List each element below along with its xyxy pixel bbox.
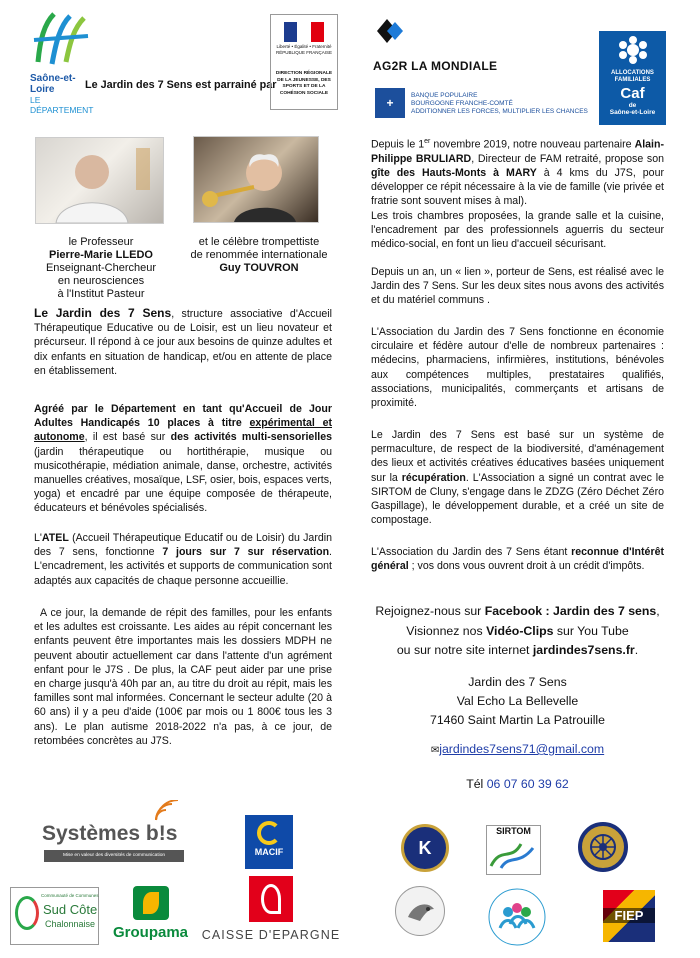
systemes-bis-sub: Mise en valeur des diversités de communication [44, 850, 184, 862]
right-para-1-d: à 4 kms du J7S, pour développer ce répit nécessaire à la vie de famille (vie privée et fratrie sont souvent mises à mal). [371, 166, 664, 208]
caf-flower-icon [616, 35, 650, 65]
left-para-2 [34, 402, 332, 516]
right-para-4-b: . L'Association a signé un contrat avec le SIRTOM de Cluny, s'engage dans le ZDZG (Zéro Déchet Zéro Gaspillage), le développement durable, et a créé un site de compostage. [371, 471, 665, 527]
caisse-epargne-logo [200, 876, 342, 948]
right-para-5-a: L'Association du Jardin des 7 Sens étant [371, 546, 568, 558]
ccsc-line1: Communauté de Communes [41, 893, 99, 898]
right-para-1-b: novembre 2019, notre nouveau partenaire [433, 138, 632, 151]
right-para-1-e: Les trois chambres proposées, la grande salle et la cuisine, l'encadrement par des professionnels aguerris du secteur médico-social, en font un lieu d'accueil sécurisant. [371, 209, 664, 250]
groupama-leaf-icon [133, 886, 169, 920]
ccsc-logo [10, 887, 99, 945]
right-para-5 [371, 545, 664, 573]
right-para-1-start: Depuis le 1 [371, 138, 425, 151]
left-para-1 [34, 306, 332, 378]
right-para-3 [371, 325, 664, 410]
caisse-name: CAISSE D'EPARGNE [201, 928, 341, 942]
bp-square-icon: + [375, 88, 405, 118]
bp-line3: ADDITIONNER LES FORCES, MULTIPLIER LES CHANCES [411, 108, 588, 115]
dept-subtitle: LE DÉPARTEMENT [30, 95, 94, 115]
left-para-2-mid: , il est basé sur [84, 431, 166, 444]
sirtom-landscape-icon [487, 836, 538, 870]
systemes-bis-logo [40, 800, 190, 864]
youtube-line[interactable] [345, 622, 690, 642]
experimental-text: expérimental et autonome [34, 417, 332, 444]
atel-text: ATEL [41, 532, 69, 544]
yt-suffix: sur You Tube [556, 623, 629, 638]
fiep-logo [603, 890, 655, 942]
artists-assoc-logo [486, 886, 548, 948]
yt-prefix: Visionnez nos [406, 623, 483, 638]
email-icon: ✉ [430, 745, 440, 756]
sup-er: er [424, 138, 431, 145]
tel-label: Tél [466, 777, 484, 791]
fiep-name: FIEP [603, 908, 655, 923]
caf-line4: de [628, 102, 637, 109]
caf-line1: ALLOCATIONS [611, 70, 654, 76]
macif-c-icon [257, 821, 281, 845]
agrement-text: Agréé par le Département en tant qu'Accueil de Jour Adultes Handicapés 10 places à titre [34, 403, 332, 430]
caisse-squirrel-icon [249, 876, 293, 922]
address-line-3: 71460 Saint Martin La Patrouille [430, 713, 605, 727]
bird-icon [396, 887, 444, 935]
groupama-logo [107, 886, 194, 944]
banque-populaire-logo [375, 88, 595, 122]
left-para-2-rest: (jardin thérapeutique ou hortithérapie, musique ou musicothérapie, médiation animale, danse, orchestre, activités manuelles créatives, mosaïque, LSF, osier, bois, espaces verts, yoga) et encadré par une équipe composée de thérapeute, éducateurs et bénévoles spécialisés. [34, 445, 332, 515]
prefecture-logo [270, 14, 338, 110]
contact-block [345, 602, 690, 661]
left-para-3-text: (Accueil Thérapeutique Educatif ou de Loisir) du Jardin des 7 sens, fonctionne [34, 532, 332, 559]
right-para-1 [371, 135, 664, 251]
parrain-text: Le Jardin des 7 Sens est parrainé par [85, 79, 277, 91]
prefecture-motto: Liberté • Égalité • Fraternité RÉPUBLIQUE FRANÇAISE [275, 44, 332, 55]
dept-logo-graphic [30, 10, 90, 68]
parrain-1-field: en neurosciences [57, 275, 145, 287]
right-para-3-text: L'Association du Jardin des 7 Sens fonctionne en économie circulaire et fédère autour d'elle de nombreux partenaires : médecins, pharmaciens, infirmières, institutions, bénévoles aux compétences multiples, prestataires qualifiés, associations, municipalités, commerçants et artisans de proximité. [371, 326, 664, 410]
ag2r-logo [373, 16, 513, 73]
marianne-icon [284, 22, 324, 42]
dept-name: Saône-et-Loire [30, 73, 76, 95]
address-block [345, 673, 690, 730]
right-para-4-a: Le Jardin des 7 Sens est basé sur un système de permaculture, de respect de la biodiversité, d'aménagement des lieux et activités créatives éducatives basées uniquement sur la [371, 429, 664, 484]
bird-logo [395, 886, 445, 936]
email-link[interactable]: jardindes7sens71@gmail.com [439, 742, 605, 756]
systemes-bis-name: Systèmes b!s [42, 822, 178, 845]
caf-line3: Caf [620, 85, 645, 102]
groupama-name: Groupama [112, 924, 188, 941]
kiwanis-logo [401, 824, 449, 872]
phone-number[interactable]: 06 07 60 39 62 [486, 777, 569, 791]
parrain-1-institution: à l'Institut Pasteur [57, 288, 145, 300]
kiwanis-k-icon: K [418, 838, 432, 858]
bp-line1: BANQUE POPULAIRE [411, 92, 478, 99]
right-para-5-b: ; vos dons vous ouvrent droit à un crédit d'impôts. [411, 560, 645, 573]
macif-name: MACIF [254, 847, 284, 857]
left-para-3 [34, 531, 332, 588]
left-para-4 [34, 606, 332, 748]
video-clips[interactable]: Vidéo-Clips [486, 623, 554, 638]
j7s-name: Le Jardin des 7 Sens [34, 306, 172, 320]
website-link[interactable]: jardindes7sens.fr [532, 643, 635, 657]
partner-name: Alain-Philippe BRULIARD [371, 138, 664, 165]
ag2r-name: AG2R LA MONDIALE [373, 59, 498, 73]
website-line[interactable] [345, 641, 690, 661]
right-para-4 [371, 428, 664, 527]
parrain-2-caption [183, 236, 335, 275]
ag2r-diamond-icon [373, 16, 411, 46]
parrain-1-title: le Professeur [68, 236, 134, 248]
phone-line [345, 777, 690, 791]
activities-text: des activités multi-sensorielles [170, 431, 332, 444]
sound-waves-icon [152, 800, 182, 840]
left-para-3-prefix: L' [34, 532, 42, 544]
caf-line2: FAMILIALES [614, 77, 651, 83]
parrain-1-role: Enseignant-Chercheur [45, 262, 157, 274]
site-suffix: . [634, 643, 639, 657]
facebook-line[interactable] [345, 602, 690, 622]
right-para-1-c: , Directeur de FAM retraité, propose son [471, 152, 664, 165]
photo-guy-touvron [193, 136, 319, 223]
parrain-2-subtitle: de renommée internationale [190, 249, 328, 261]
dept-logo [30, 10, 96, 115]
caf-line5: Saône-et-Loire [609, 109, 656, 116]
left-para-1-text: , structure associative d'Accueil Thérapeutique Educative ou de Loisir, est un lieu novateur et précurseur. Il répond à ce jour aux besoins de quinze adultes et dix enfants en situation de handicap, et/ou en attente de place en établissement. [34, 308, 332, 377]
sirtom-name: SIRTOM [496, 826, 531, 836]
email-line [345, 742, 690, 756]
right-para-2 [371, 265, 664, 308]
parrain-2-title: et le célèbre trompettiste [198, 236, 320, 248]
reservation-text: 7 jours sur 7 sur réservation [162, 546, 330, 559]
site-prefix: ou sur notre site internet [396, 643, 530, 657]
address-line-2: Val Echo La Bellevelle [456, 694, 579, 708]
person-icon [36, 138, 163, 223]
bp-line2: BOURGOGNE FRANCHE-COMTÉ [411, 100, 513, 107]
parrain-1-caption [25, 236, 177, 301]
left-para-3-end: . L'encadrement, les activités et supports de communication sont adaptés aux capacités de chaque personne accueillie. [34, 546, 332, 587]
right-para-2-text: Depuis un an, un « lien », porteur de Sens, est réalisé avec le Jardin des 7 Sens. Sur les deux sites nous avons des activités et du matériel communs . [371, 266, 664, 307]
gite-name: gîte des Hauts-Monts à MARY [371, 166, 537, 179]
ccsc-line3: Chalonnaise [45, 919, 96, 929]
ccsc-line2: Sud Côte [43, 902, 98, 917]
rotary-wheel-icon [582, 826, 624, 868]
facebook-page[interactable]: Facebook : Jardin des 7 sens [484, 604, 657, 618]
sirtom-logo [486, 825, 541, 875]
address-line-1: Jardin des 7 Sens [468, 675, 567, 689]
ccsc-swirl-icon [15, 896, 39, 930]
fb-suffix: , [656, 604, 660, 618]
photo-pierre-marie-lledo [35, 137, 164, 224]
parrain-1-name: Pierre-Marie LLEDO [49, 249, 153, 261]
left-para-4-text: A ce jour, la demande de répit des familles, pour les enfants et les adultes est croissante. Les aides au répit concernant les enfants peuvent être importantes mais les dossiers MDPH ne peuvent aboutir actuellement car dans l'attente d'un agrément enfant pour le J7S . De plus, la CAF peut aider par une prise en charge jusqu'à 40h par an, au titre du droit au répit, mais les familles sont mal informées. Concernant le secteur adulte (20 à 60 ans) il y a peu d'aide (100€ par mois ou 1 800€ tous les 3 ans). Le plan autisme 2018-2022 n'a pas, à ce jour, de retombées concrètes au J7S. [34, 607, 332, 747]
parrain-2-name: Guy TOUVRON [219, 262, 299, 274]
recuperation-text: récupération [401, 471, 466, 484]
macif-logo [245, 815, 293, 869]
fb-prefix: Rejoignez-nous sur [375, 604, 482, 618]
caf-logo [599, 31, 666, 125]
rotary-logo [578, 822, 628, 872]
people-group-icon [486, 886, 548, 948]
interet-general-text: reconnue d'Intérêt général [371, 546, 664, 573]
ddjscs-text: DIRECTION RÉGIONALE DE LA JEUNESSE, DES SPORTS ET DE LA COHÉSION SOCIALE [275, 71, 333, 96]
trumpet-icon [194, 137, 318, 222]
